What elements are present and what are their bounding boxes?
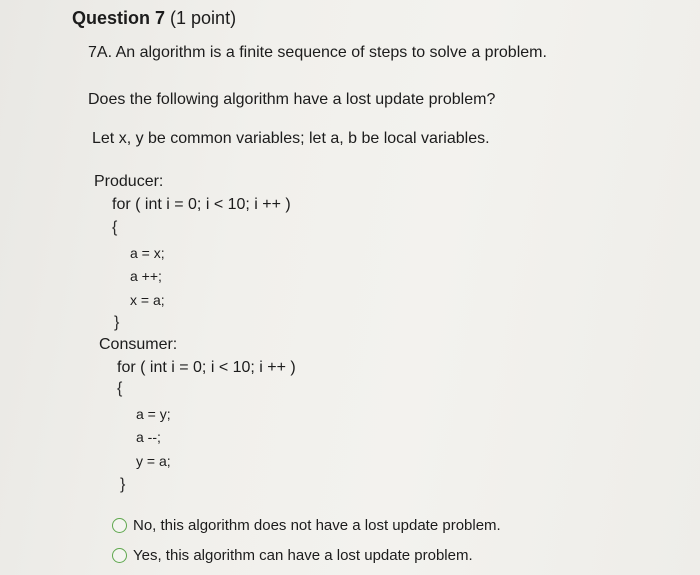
producer-line-2: a ++; — [130, 268, 162, 284]
consumer-loop: for ( int i = 0; i < 10; i ++ ) — [117, 359, 296, 376]
question-header — [72, 8, 236, 29]
option-yes[interactable] — [112, 540, 501, 570]
producer-loop: for ( int i = 0; i < 10; i ++ ) — [112, 196, 291, 213]
answer-options — [112, 510, 501, 570]
consumer-close-brace: } — [120, 476, 126, 493]
option-no-label[interactable]: No, this algorithm does not have a lost update problem. — [133, 516, 501, 534]
consumer-label: Consumer: — [99, 336, 178, 353]
producer-open-brace: { — [112, 219, 118, 236]
option-yes-label[interactable]: Yes, this algorithm can have a lost update problem. — [133, 546, 473, 564]
question-title: Question 7 — [72, 8, 166, 28]
producer-line-3: x = a; — [130, 292, 165, 308]
producer-close-brace: } — [114, 314, 120, 331]
question-prompt: Does the following algorithm have a lost update problem? — [88, 91, 496, 108]
radio-button-yes[interactable] — [112, 548, 127, 563]
question-points: (1 point) — [170, 8, 237, 28]
producer-line-1: a = x; — [130, 245, 165, 261]
producer-label: Producer: — [94, 173, 164, 190]
consumer-line-3: y = a; — [136, 453, 171, 469]
consumer-open-brace: { — [117, 380, 123, 397]
radio-button-no[interactable] — [112, 518, 127, 533]
question-stem: 7A. An algorithm is a finite sequence of steps to solve a problem. — [88, 44, 547, 61]
consumer-line-2: a --; — [136, 429, 161, 445]
question-context: Let x, y be common variables; let a, b be local variables. — [92, 130, 490, 147]
consumer-line-1: a = y; — [136, 406, 171, 422]
option-no[interactable] — [112, 510, 501, 540]
